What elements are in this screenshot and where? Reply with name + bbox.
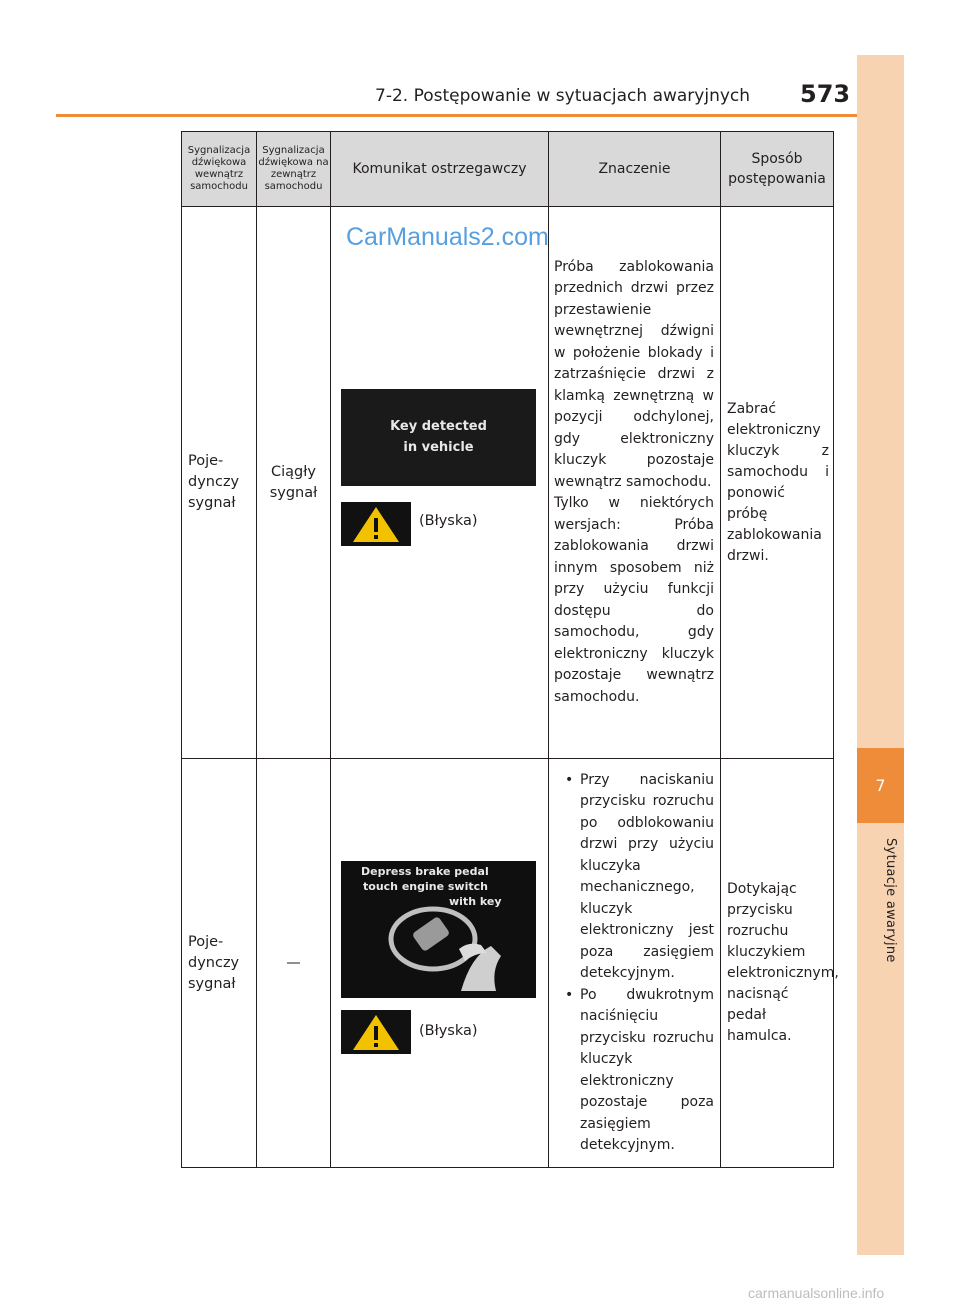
outside-buzzer-cell: [257, 759, 331, 1168]
outside-buzzer-cell: [257, 207, 331, 759]
header-inside-buzzer: Sygnalizacja dźwiękowa wewnątrz samochodu: [182, 132, 257, 207]
section-tab-number: 7: [857, 748, 904, 823]
key-hand-icon: [341, 861, 536, 998]
header-action: Sposób postępowania: [721, 132, 834, 207]
page-number: 573: [800, 80, 851, 108]
section-tab-strip: [857, 55, 904, 1255]
action-cell: [721, 207, 834, 759]
inside-buzzer-cell: [182, 759, 257, 1168]
master-warning-icon: [341, 502, 411, 546]
action-text: Dotykając przycisku rozruchu kluczykiem elektronicznym, nacisnąć pedał hamulca.: [727, 881, 839, 1044]
warning-message-cell: [331, 759, 549, 1168]
header-warning-message: Komunikat ostrzegawczy: [331, 132, 549, 207]
meaning-bullet-text: Po dwukrotnym naciśnięciu przycisku rozruchu kluczyk elektroniczny pozostaje poza zasięgiem detekcyjnym.: [580, 986, 714, 1153]
screen-line: Key detected: [390, 419, 487, 434]
warning-flash-label: (Błyska): [419, 513, 478, 529]
screen-line: in vehicle: [403, 440, 474, 455]
header-divider: [56, 114, 857, 117]
screen-line: Depress brake pedal: [361, 865, 489, 878]
message-area: [331, 759, 548, 1167]
watermark-logo: CarManuals2.com: [346, 223, 549, 251]
action-cell: [721, 759, 839, 1168]
screen-line: with key: [449, 895, 502, 908]
inside-buzzer-text: Poje-dynczy sygnał: [188, 453, 240, 511]
meaning-bullet-text: Przy naciskaniu przycisku rozruchu po odblokowaniu drzwi przy użyciu kluczyka mechanicznego, kluczyk elektroniczny jest poza zasięgiem detekcyjnym.: [580, 771, 714, 981]
inside-buzzer-cell: [182, 207, 257, 759]
meaning-cell: [549, 207, 721, 759]
message-area: [331, 207, 548, 758]
watermark-footer: carmanualsonline.info: [748, 1285, 885, 1301]
meaning-paragraph: Próba zablokowania przednich drzwi przez przestawienie wewnętrznej dźwigni w położenie blokady i zatrzaśnięcie drzwi z klamką zewnętrzną w pozycji odchylonej, gdy elektroniczny kluczyk pozostaje wewnątrz samochodu.: [554, 258, 714, 490]
master-warning-icon: [341, 1010, 411, 1054]
warning-table: [181, 131, 839, 1168]
action-text: Zabrać elektroniczny kluczyk z samochodu i ponowić próbę zablokowania drzwi.: [727, 400, 829, 564]
inside-buzzer-text: Poje-dynczy sygnał: [188, 933, 240, 992]
warning-message-cell: [331, 207, 549, 759]
header-outside-buzzer: Sygnalizacja dźwiękowa na zewnątrz samochodu: [257, 132, 331, 207]
list-item: • Po dwukrotnym naciśnięciu przycisku rozruchu kluczyk elektroniczny pozostaje poza zasięgiem detekcyjnym.: [565, 986, 714, 1153]
warning-flash-label: (Błyska): [419, 1023, 478, 1039]
section-tab-label: Sytuacje awaryjne: [883, 838, 898, 963]
outside-buzzer-text: —: [286, 954, 301, 971]
table-row: [182, 759, 834, 1168]
screen-line: touch engine switch: [363, 880, 488, 893]
meaning-bullets: [554, 770, 714, 1157]
display-screen: [341, 861, 536, 998]
display-screen: [341, 389, 536, 486]
page-section-title: 7-2. Postępowanie w sytuacjach awaryjnych: [375, 86, 751, 106]
header-meaning: Znaczenie: [549, 132, 721, 207]
table-row: [182, 207, 834, 759]
meaning-cell: [549, 759, 721, 1168]
table-header-row: [182, 132, 834, 207]
list-item: • Przy naciskaniu przycisku rozruchu po odblokowaniu drzwi przy użyciu kluczyka mechanicznego, kluczyk elektroniczny jest poza zasięgiem detekcyjnym.: [565, 771, 714, 981]
outside-buzzer-text: Ciągły sygnał: [269, 463, 318, 501]
meaning-paragraph: Tylko w niektórych wersjach: Próba zablokowania drzwi innym sposobem niż przy użyciu funkcji dostępu do samochodu, gdy elektroniczny kluczyk pozostaje wewnątrz samochodu.: [554, 495, 714, 705]
